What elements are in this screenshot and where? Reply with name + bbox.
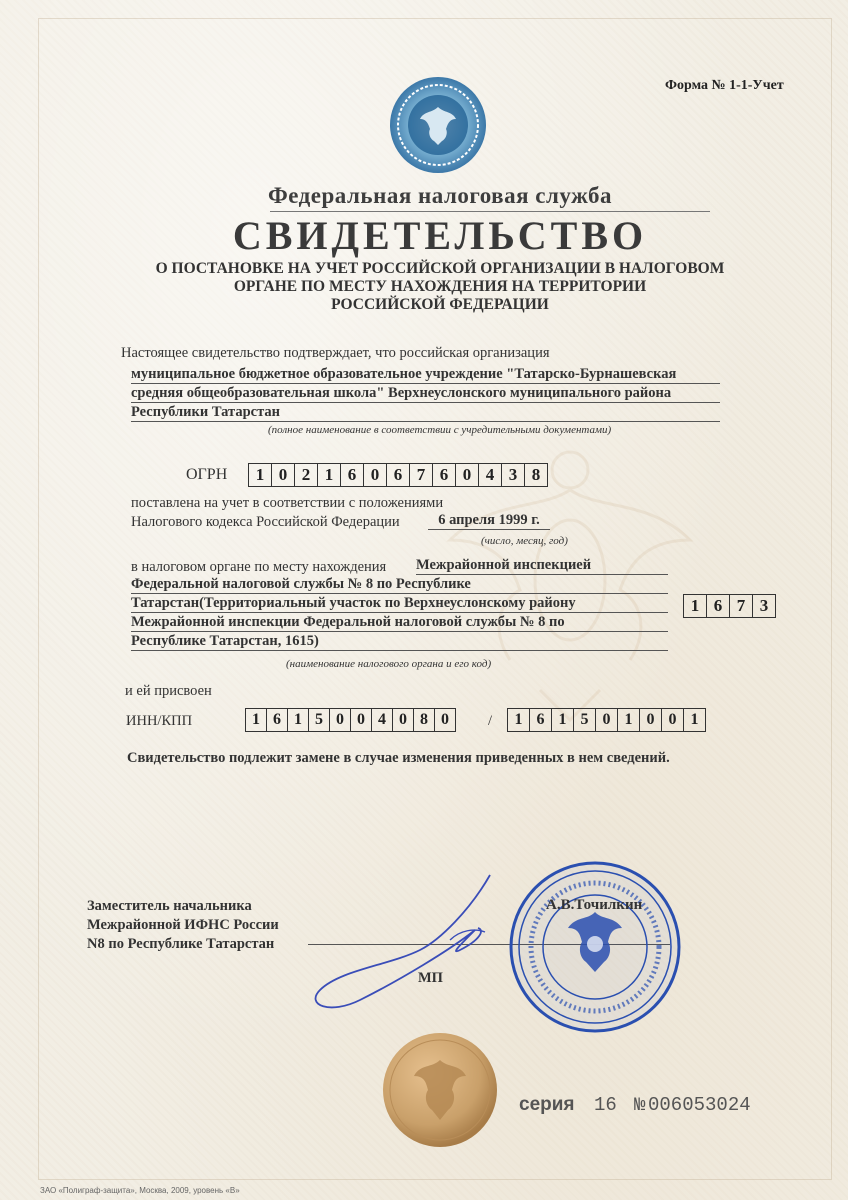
inn-digit: 6: [267, 709, 288, 731]
ogrn-digit: 7: [410, 464, 433, 486]
printer-footer: ЗАО «Полиграф-защита», Москва, 2009, уровень «В»: [40, 1186, 240, 1195]
organization-name-line-1: муниципальное бюджетное образовательное учреждение "Татарско-Бурнашевская: [131, 366, 720, 384]
organization-intro: Настоящее свидетельство подтверждает, что российская организация: [121, 345, 550, 361]
agency-name: Федеральная налоговая служба: [268, 183, 612, 208]
inn-digit: 1: [246, 709, 267, 731]
inn-kpp-separator: /: [488, 713, 493, 729]
kpp-digit: 1: [690, 711, 699, 728]
serial-label: серия: [519, 1094, 575, 1115]
replacement-notice: Свидетельство подлежит замене в случае изменения приведенных в нем сведений.: [127, 750, 670, 766]
inn-digit: 0: [393, 709, 414, 731]
tax-authority-name-line-2: Федеральной налоговой службы № 8 по Республике: [131, 576, 668, 594]
registration-line-2: Налогового кодекса Российской Федерации: [131, 514, 400, 530]
registration-line-1: поставлена на учет в соответствии с положениями: [131, 495, 444, 511]
kpp-digit: 5: [574, 709, 596, 731]
organization-name-caption: (полное наименование в соответствии с учредительными документами): [268, 424, 612, 436]
kpp-digit: 1: [508, 709, 530, 731]
kpp-digit: 0: [596, 709, 618, 731]
official-stamp-icon: [508, 860, 683, 1035]
ogrn-digit: 1: [249, 464, 272, 486]
kpp-digit: 6: [530, 709, 552, 731]
inn-digit: 8: [414, 709, 435, 731]
tax-authority-name-line-1: Межрайонной инспекцией: [416, 557, 668, 575]
organization-name-line-2: средняя общеобразовательная школа" Верхнеуслонского муниципального района: [131, 385, 720, 403]
ogrn-digit: 3: [502, 464, 525, 486]
tax-authority-caption: (наименование налогового органа и его код): [286, 658, 492, 670]
inn-digit: 5: [309, 709, 330, 731]
hologram-emblem-icon: [388, 75, 488, 175]
inn-digit: 4: [372, 709, 393, 731]
ogrn-digit: 6: [341, 464, 364, 486]
ogrn-digit: 0: [364, 464, 387, 486]
serial-number: 006053024: [648, 1094, 751, 1116]
tax-authority-code-boxes: [683, 594, 776, 618]
ogrn-digit: 6: [387, 464, 410, 486]
tax-code-digit: 6: [707, 595, 730, 617]
kpp-digit: 1: [618, 709, 640, 731]
serial-series: 16: [594, 1094, 617, 1116]
tax-code-digit: 1: [684, 595, 707, 617]
inn-digit: 0: [330, 709, 351, 731]
signatory-name: А.В.Точилкин: [546, 897, 643, 913]
assigned-label: и ей присвоен: [125, 683, 212, 699]
stamp-label: МП: [418, 970, 443, 986]
tax-authority-intro: в налоговом органе по месту нахождения: [131, 559, 387, 575]
serial-number-prefix: №: [634, 1094, 646, 1116]
certificate-subtitle: О ПОСТАНОВКЕ НА УЧЕТ РОССИЙСКОЙ ОРГАНИЗАЦИИ В НАЛОГОВОМ ОРГАНЕ ПО МЕСТУ НАХОЖДЕНИЯ НА ТЕРРИТОРИИ РОССИЙСКОЙ ФЕДЕРАЦИИ: [155, 260, 725, 313]
gold-seal-icon: [380, 1030, 500, 1150]
tax-code-digit: 3: [759, 596, 769, 615]
tax-code-digit: 7: [730, 595, 753, 617]
organization-name-line-3: Республики Татарстан: [131, 404, 720, 422]
ogrn-digit: 8: [531, 465, 541, 484]
inn-digit: 0: [441, 711, 449, 728]
ogrn-digit: 6: [433, 464, 456, 486]
kpp-digit: 1: [552, 709, 574, 731]
certificate-title: СВИДЕТЕЛЬСТВО: [232, 213, 648, 258]
kpp-digit: 0: [640, 709, 662, 731]
inn-digit: 0: [351, 709, 372, 731]
tax-authority-name-line-4: Межрайонной инспекции Федеральной налоговой службы № 8 по: [131, 614, 668, 632]
ogrn-digit-boxes: [248, 463, 548, 487]
ogrn-digit: 0: [272, 464, 295, 486]
ogrn-digit: 0: [456, 464, 479, 486]
ogrn-digit: 2: [295, 464, 318, 486]
tax-authority-name-line-3: Татарстан(Территориальный участок по Верхнеуслонскому району: [131, 595, 668, 613]
ogrn-label: ОГРН: [186, 466, 228, 483]
ogrn-digit: 1: [318, 464, 341, 486]
ogrn-digit: 4: [479, 464, 502, 486]
inn-digit-boxes: [245, 708, 456, 732]
signature-icon: [300, 870, 530, 1020]
registration-date: 6 апреля 1999 г.: [428, 512, 550, 530]
tax-authority-name-line-5: Республике Татарстан, 1615): [131, 633, 668, 651]
signatory-position: Заместитель начальника Межрайонной ИФНС России N8 по Республике Татарстан: [87, 898, 279, 952]
inn-digit: 1: [288, 709, 309, 731]
inn-kpp-label: ИНН/КПП: [126, 713, 193, 729]
kpp-digit: 0: [662, 709, 684, 731]
registration-date-caption: (число, месяц, год): [481, 535, 568, 547]
form-number: Форма № 1-1-Учет: [665, 78, 784, 93]
kpp-digit-boxes: [507, 708, 706, 732]
